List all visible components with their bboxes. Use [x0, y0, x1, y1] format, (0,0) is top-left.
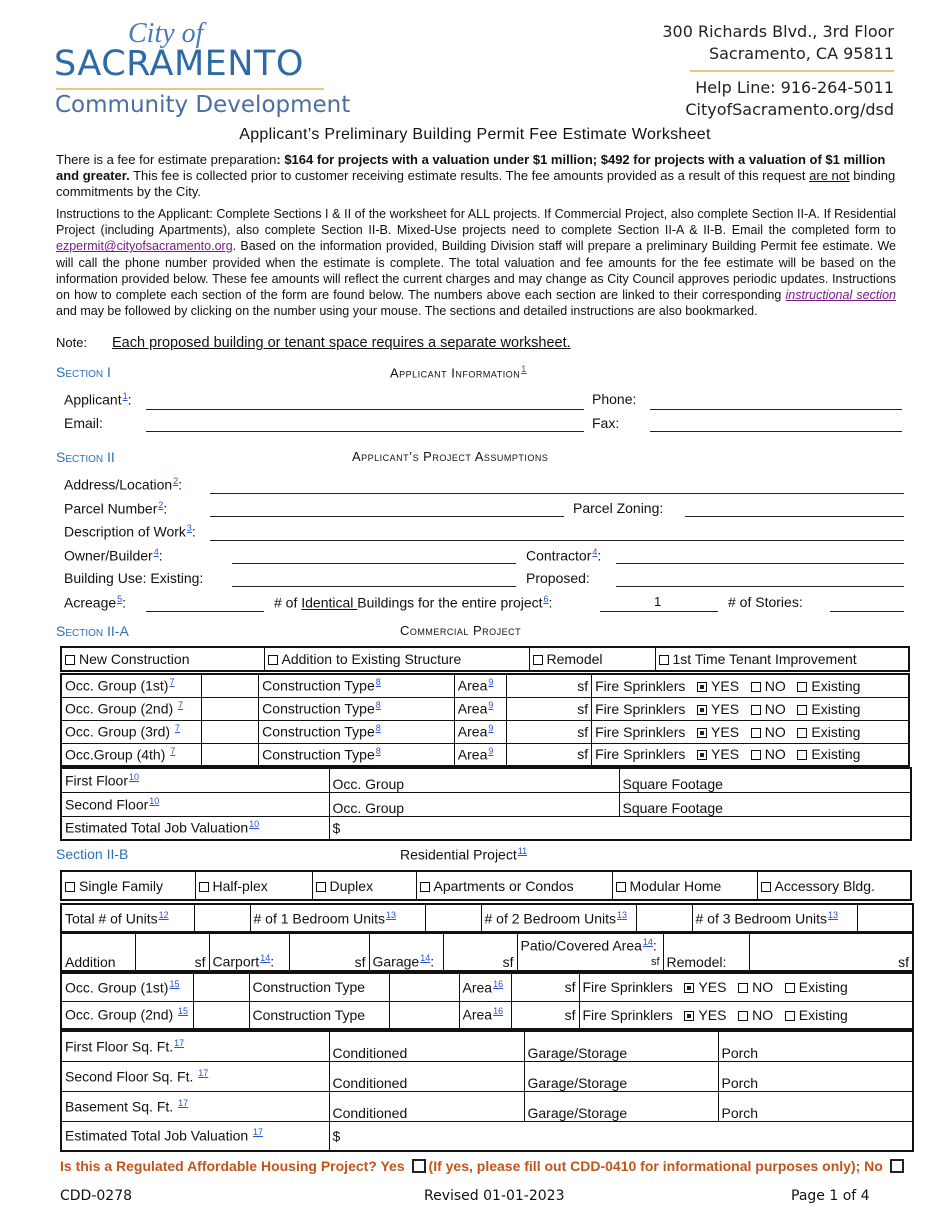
total-units-label: Total # of Units$^{12}$ [61, 904, 194, 932]
section-1-label: Section I [56, 364, 111, 380]
address-ref-link[interactable]: 2 [173, 476, 179, 486]
ref-link[interactable]: 17 [178, 1097, 189, 1108]
ref-link[interactable]: 14 [420, 953, 431, 964]
no-checkbox[interactable] [738, 1011, 748, 1021]
identical-buildings-value: 1 [654, 594, 662, 609]
ref-link[interactable]: 9 [488, 723, 494, 734]
existing-checkbox[interactable] [797, 750, 807, 760]
residential-type-table [60, 870, 912, 901]
occ-group-field[interactable] [201, 720, 258, 743]
valuation-field[interactable]: $ [329, 816, 911, 840]
address-divider [690, 70, 894, 72]
stories-field[interactable] [830, 611, 904, 612]
applicant-label: Applicant$^1$: [64, 391, 132, 408]
contractor-ref-link[interactable]: 4 [592, 547, 598, 557]
construction-type-label: Construction Type$^8$ [259, 674, 455, 697]
occ-group-label: Occ. Group (3rd) $^7$ [61, 720, 201, 743]
ref-link[interactable]: 15 [178, 1006, 189, 1017]
no-checkbox[interactable] [751, 705, 761, 715]
area-field[interactable]: sf [511, 973, 579, 1001]
fire-sprinklers: Fire Sprinklers YES NO Existing [592, 674, 909, 697]
acreage-label: Acreage$^5$: [64, 594, 127, 611]
area-label: Area$^9$ [454, 720, 506, 743]
page-number: Page 1 of 4 [791, 1188, 870, 1204]
addition-option[interactable]: Addition to Existing Structure [264, 647, 529, 671]
first-floor-label: First Floor$^{10}$ [61, 768, 329, 792]
checkbox[interactable] [65, 655, 75, 665]
single-family-option[interactable]: Single Family [61, 871, 195, 900]
garage-storage-field[interactable]: Garage/Storage [524, 1031, 718, 1061]
zoning-label: Parcel Zoning: [573, 500, 664, 516]
zoning-field[interactable] [685, 516, 904, 517]
existing-checkbox[interactable] [797, 682, 807, 692]
garage-field[interactable]: sf [443, 933, 517, 971]
no-checkbox[interactable] [751, 750, 761, 760]
ref-link[interactable]: 7 [170, 745, 176, 756]
duplex-option[interactable]: Duplex [312, 871, 416, 900]
checkbox[interactable] [616, 882, 626, 892]
commercial-occupancy-table [60, 673, 910, 767]
fax-label: Fax: [592, 415, 620, 431]
ref-link[interactable]: 13 [386, 909, 397, 920]
address-field[interactable] [210, 493, 904, 494]
tenant-improvement-option[interactable]: 1st Time Tenant Improvement [655, 647, 909, 671]
ref-link[interactable]: 12 [158, 909, 169, 920]
checkbox[interactable] [420, 882, 430, 892]
section-2-title: Applicant’s Project Assumptions [352, 449, 549, 464]
occ-group-label: Occ. Group $(1st)^{15}$ [61, 973, 193, 1001]
ref-link[interactable]: 13 [828, 909, 839, 920]
description-ref-link[interactable]: 3 [186, 523, 192, 533]
square-footage-field[interactable]: Square Footage [619, 792, 911, 816]
address-label: Address/Location$^2$: [64, 476, 183, 493]
ref-link[interactable]: 10 [249, 819, 260, 830]
yes-checkbox[interactable] [697, 705, 707, 715]
website: CityofSacramento.org/dsd [685, 100, 894, 119]
residential-units-table [60, 903, 914, 933]
first-floor-row [61, 768, 911, 792]
checkbox[interactable] [659, 655, 669, 665]
occ-row [61, 697, 909, 720]
stories-label: # of Stories: [728, 594, 803, 610]
checkbox[interactable] [761, 882, 771, 892]
conditioned-field[interactable]: Conditioned [329, 1091, 524, 1121]
use-existing-field[interactable] [232, 586, 516, 587]
area-label: Area$^9$ [454, 674, 506, 697]
fire-sprinklers: Fire Sprinklers YES NO Existing [579, 973, 913, 1001]
description-label: Description of Work$^3$: [64, 523, 196, 540]
section-2b-label: Section II-B [56, 846, 129, 862]
remodel-label: Remodel: [663, 933, 749, 971]
area-field[interactable]: sf [506, 720, 591, 743]
parcel-ref-link[interactable]: 2 [158, 500, 164, 510]
occ-group-field[interactable]: Occ. Group [329, 768, 619, 792]
occ-group-field[interactable] [201, 743, 258, 766]
res-occ-row [61, 973, 913, 1001]
ref-link[interactable]: 8 [375, 700, 381, 711]
ref-link[interactable]: 7 [169, 677, 175, 688]
occ-row [61, 743, 909, 766]
ref-link[interactable]: 16 [493, 1006, 504, 1017]
floor-label: Second Floor Sq. Ft. $^{17}$ [61, 1061, 329, 1091]
yes-checkbox[interactable] [697, 682, 707, 692]
yes-checkbox[interactable] [684, 983, 694, 993]
instructions: Instructions to the Applicant: Complete Sections I & II of the worksheet for ALL projects. If Commercial Project, also complete Section II-A. If Residential Project (including Apartments), also complete Section II-B. Mixed-Use projects need to complete Section II-A & II-B. Email the completed form to ezpermit@cityofsacramento.org. Based on the information provided, Building Division staff will prepare a preliminary Building Permit fee estimate. We will call the phone number provided when the estimate is complete. The total valuation and fee amounts for the fee estimate will be based on the information provided below. These fee amounts will reflect the current charges and may change as City Council approves periodic updates. Instructions on how to complete each section of the form are found below. The numbers above each section are linked to their corresponding instructional section and may be followed by clicking on the number using your mouse. The sections and detailed instructions are also bookmarked. [56, 207, 896, 319]
ref-link[interactable]: 17 [174, 1037, 185, 1048]
floor-label: Basement Sq. Ft. $^{17}$ [61, 1091, 329, 1121]
ref-link[interactable]: 14 [642, 937, 653, 948]
checkbox[interactable] [533, 655, 543, 665]
no-checkbox[interactable] [751, 682, 761, 692]
checkbox[interactable] [65, 882, 75, 892]
identical-buildings-field[interactable] [600, 611, 718, 612]
acreage-ref-link[interactable]: 5 [117, 594, 123, 604]
email-label: Email: [64, 415, 103, 431]
parcel-field[interactable] [210, 516, 564, 517]
occ-group-field[interactable]: Occ. Group [329, 792, 619, 816]
parcel-label: Parcel Number$^2$: [64, 500, 168, 517]
contractor-field[interactable] [616, 563, 904, 564]
owner-field[interactable] [232, 563, 516, 564]
res-valuation-field[interactable]: $ [329, 1121, 913, 1151]
floor-label: First Floor Sq. Ft.$^{17}$ [61, 1031, 329, 1061]
area-field[interactable]: sf [506, 743, 591, 766]
note-text: Each proposed building or tenant space requires a separate worksheet. [112, 335, 571, 351]
section-2a-title: Commercial Project [400, 623, 522, 638]
ref-link[interactable]: 13 [617, 909, 628, 920]
occ-group-field[interactable] [193, 1001, 249, 1029]
ref-link[interactable]: 8 [375, 677, 381, 688]
existing-checkbox[interactable] [797, 705, 807, 715]
no-checkbox[interactable] [738, 983, 748, 993]
page-title: Applicant’s Preliminary Building Permit Fee Estimate Worksheet [239, 126, 711, 143]
modular-home-option[interactable]: Modular Home [612, 871, 757, 900]
occ-row [61, 674, 909, 697]
bed2-field[interactable] [636, 904, 692, 932]
contractor-label: Contractor$^4$: [526, 547, 602, 564]
commercial-type-table [60, 646, 910, 672]
description-field[interactable] [210, 540, 904, 541]
logo-sacramento: SACRAMENTO [54, 44, 304, 84]
conditioned-field[interactable]: Conditioned [329, 1031, 524, 1061]
acreage-field[interactable] [146, 611, 264, 612]
fax-field[interactable] [650, 431, 902, 432]
bed1-label: # of 1 Bedroom Units$^{13}$ [250, 904, 425, 932]
porch-field[interactable]: Porch [718, 1031, 913, 1061]
area-field[interactable]: sf [506, 674, 591, 697]
proposed-field[interactable] [616, 586, 904, 587]
section-2b-title: Residential Project$^{11}$ [400, 846, 528, 863]
square-footage-field[interactable]: Square Footage [619, 768, 911, 792]
ref-link[interactable]: 8 [375, 745, 381, 756]
identical-buildings-label: # of Identical Buildings for the entire project$^6$: [274, 594, 553, 611]
conditioned-field[interactable]: Conditioned [329, 1061, 524, 1091]
commercial-floor-table [60, 767, 912, 841]
fire-sprinklers: Fire Sprinklers YES NO Existing [592, 743, 909, 766]
res-floor-row [61, 1091, 913, 1121]
construction-type-label: Construction Type$^8$ [259, 697, 455, 720]
ref-link[interactable]: 17 [198, 1067, 209, 1078]
area-label: Area$^{16}$ [459, 973, 511, 1001]
porch-field[interactable]: Porch [718, 1061, 913, 1091]
residential-occupancy-table [60, 972, 914, 1030]
note-label: Note: [56, 335, 88, 350]
construction-type-label: Construction Type$^8$ [259, 720, 455, 743]
help-line: Help Line: 916-264-5011 [695, 78, 894, 97]
ref-link[interactable]: 16 [493, 978, 504, 989]
fire-sprinklers: Fire Sprinklers YES NO Existing [592, 697, 909, 720]
total-units-field[interactable] [194, 904, 250, 932]
construction-type-field[interactable] [389, 973, 459, 1001]
area-label: Area$^{16}$ [459, 1001, 511, 1029]
res-floor-row [61, 1061, 913, 1091]
form-id: CDD-0278 [60, 1188, 133, 1204]
valuation-label: Estimated Total Job Valuation$^{10}$ [61, 816, 329, 840]
no-checkbox[interactable] [751, 728, 761, 738]
fee-intro: There is a fee for estimate preparation: $164 for projects with a valuation under $1 million; $492 for projects with a valuation of $1 million and greater. This fee is collected prior to customer receiving estimate results. The fee amounts provided as a result of this request are not binding commitments by the City. [56, 152, 896, 199]
area-label: Area$^9$ [454, 697, 506, 720]
occ-group-field[interactable] [201, 697, 258, 720]
bed1-field[interactable] [425, 904, 481, 932]
second-floor-label: Second Floor$^{10}$ [61, 792, 329, 816]
fire-sprinklers: Fire Sprinklers YES NO Existing [592, 720, 909, 743]
area-field[interactable]: sf [511, 1001, 579, 1029]
construction-type-label: Construction Type$^8$ [259, 743, 455, 766]
occ-group-label: Occ. Group $(1st)^7$ [61, 674, 201, 697]
occ-group-label: Occ. Group (2nd) $^{15}$ [61, 1001, 193, 1029]
res-valuation-label: Estimated Total Job Valuation $^{17}$ [61, 1121, 329, 1151]
second-floor-row [61, 792, 911, 816]
section-1-ref-link[interactable]: 1 [521, 364, 527, 374]
revised-date: Revised 01-01-2023 [424, 1188, 565, 1204]
instructional-section-link[interactable]: instructional section [785, 288, 896, 303]
proposed-label: Proposed: [526, 570, 590, 586]
logo-divider [56, 88, 324, 90]
existing-checkbox[interactable] [797, 728, 807, 738]
address-line-1: 300 Richards Blvd., 3rd Floor [662, 22, 894, 41]
yes-checkbox[interactable] [697, 750, 707, 760]
addition-label: Addition [61, 933, 135, 971]
logo-city-of: City of [128, 18, 204, 49]
affordable-yes-checkbox[interactable] [412, 1159, 426, 1173]
occ-row [61, 720, 909, 743]
addition-field[interactable]: sf [135, 933, 209, 971]
area-field[interactable]: sf [506, 697, 591, 720]
section-2b-ref-link[interactable]: 11 [517, 846, 528, 856]
ref-link[interactable]: 9 [488, 700, 494, 711]
owner-ref-link[interactable]: 4 [153, 547, 159, 557]
garage-label: Garage$^{14}$: [369, 933, 443, 971]
residential-areas-table [60, 932, 914, 972]
ref-link[interactable]: 17 [253, 1127, 264, 1138]
valuation-row [61, 816, 911, 840]
construction-type-field[interactable] [389, 1001, 459, 1029]
res-valuation-row [61, 1121, 913, 1151]
logo-community-development: Community Development [55, 92, 351, 118]
affordable-no-checkbox[interactable] [890, 1159, 904, 1173]
section-2a-label: Section II-A [56, 623, 129, 639]
accessory-bldg-option[interactable]: Accessory Bldg. [757, 871, 911, 900]
half-plex-option[interactable]: Half-plex [195, 871, 312, 900]
ref-link[interactable]: 7 [178, 700, 184, 711]
section-1-title: Applicant Information$^1$ [390, 364, 527, 381]
use-existing-label: Building Use: Existing: [64, 570, 204, 586]
occ-group-field[interactable] [193, 973, 249, 1001]
carport-label: Carport$^{14}$: [209, 933, 289, 971]
ref-link[interactable]: 9 [488, 745, 494, 756]
applicant-field[interactable] [146, 409, 584, 410]
apartments-option[interactable]: Apartments or Condos [416, 871, 612, 900]
identical-ref-link[interactable]: 6 [543, 594, 549, 604]
bed3-label: # of 3 Bedroom Units$^{13}$ [692, 904, 857, 932]
new-construction-option[interactable]: New Construction [61, 647, 264, 671]
checkbox[interactable] [268, 655, 278, 665]
occ-group-label: Occ.Group (4th) $^7$ [61, 743, 201, 766]
ref-link[interactable]: 15 [169, 978, 180, 989]
ref-link[interactable]: 14 [260, 953, 271, 964]
residential-floor-table [60, 1030, 914, 1152]
construction-type-label: Construction Type [249, 973, 389, 1001]
area-label: Area$^9$ [454, 743, 506, 766]
bed2-label: # of 2 Bedroom Units$^{13}$ [481, 904, 636, 932]
remodel-field[interactable]: sf [749, 933, 913, 971]
ref-link[interactable]: 7 [174, 723, 180, 734]
carport-field[interactable]: sf [289, 933, 369, 971]
construction-type-label: Construction Type [249, 1001, 389, 1029]
garage-storage-field[interactable]: Garage/Storage [524, 1091, 718, 1121]
res-occ-row [61, 1001, 913, 1029]
existing-checkbox[interactable] [785, 1011, 795, 1021]
occ-group-field[interactable] [201, 674, 258, 697]
areas-row [61, 933, 913, 971]
checkbox[interactable] [316, 882, 326, 892]
existing-checkbox[interactable] [785, 983, 795, 993]
section-2-label: Section II [56, 449, 115, 465]
yes-checkbox[interactable] [697, 728, 707, 738]
patio-label: Patio/Covered Area$^{14}$: sf [517, 933, 663, 971]
units-row [61, 904, 913, 932]
ref-link[interactable]: 10 [149, 795, 160, 806]
checkbox[interactable] [199, 882, 209, 892]
phone-label: Phone: [592, 391, 637, 407]
ref-link[interactable]: 9 [488, 677, 494, 688]
res-floor-row [61, 1031, 913, 1061]
email-link[interactable]: ezpermit@cityofsacramento.org [56, 239, 233, 254]
porch-field[interactable]: Porch [718, 1091, 913, 1121]
owner-label: Owner/Builder$^4$: [64, 547, 163, 564]
affordable-housing-question: Is this a Regulated Affordable Housing Project? Yes (If yes, please fill out CDD-0410 for informational purposes only); No [60, 1158, 907, 1174]
ref-link[interactable]: 10 [129, 771, 140, 782]
remodel-option[interactable]: Remodel [529, 647, 655, 671]
address-line-2: Sacramento, CA 95811 [708, 44, 894, 63]
occ-group-label: Occ. Group (2nd) $^7$ [61, 697, 201, 720]
applicant-ref-link[interactable]: 1 [122, 391, 128, 401]
email-field[interactable] [146, 431, 584, 432]
ref-link[interactable]: 8 [375, 723, 381, 734]
bed3-field[interactable] [857, 904, 913, 932]
fire-sprinklers: Fire Sprinklers YES NO Existing [579, 1001, 913, 1029]
phone-field[interactable] [650, 409, 902, 410]
yes-checkbox[interactable] [684, 1011, 694, 1021]
garage-storage-field[interactable]: Garage/Storage [524, 1061, 718, 1091]
